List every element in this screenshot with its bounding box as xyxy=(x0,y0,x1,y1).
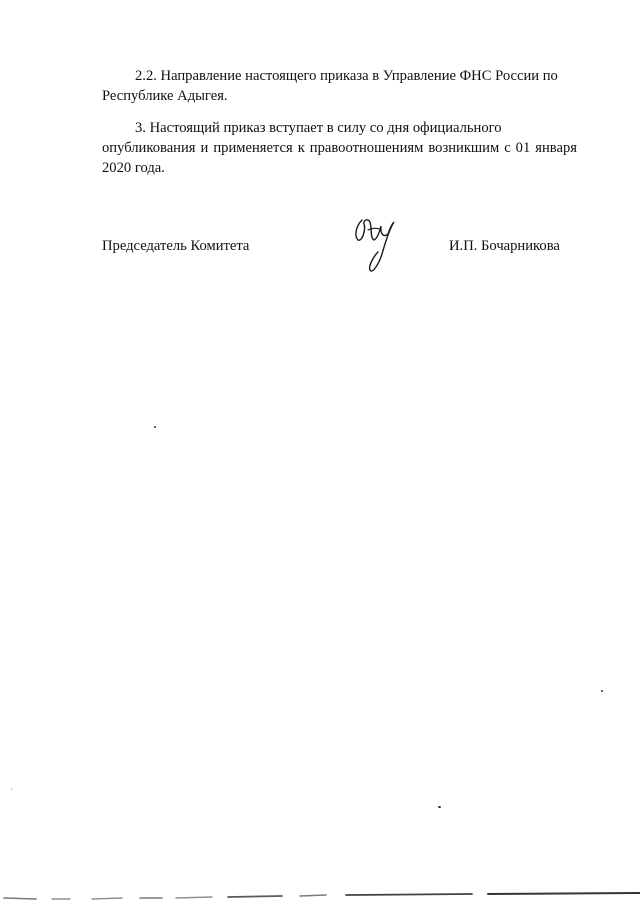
paragraph-line: 3. Настоящий приказ вступает в силу со дня официального xyxy=(135,120,502,136)
scan-speck xyxy=(11,788,12,790)
paragraph-item-2-2 xyxy=(102,66,577,106)
handwritten-signature xyxy=(348,216,398,276)
signatory-title: Председатель Комитета xyxy=(102,238,250,254)
paragraph-line: 2020 года. xyxy=(102,160,165,176)
scan-speck xyxy=(438,806,441,808)
paragraph-item-3 xyxy=(102,118,577,178)
paragraph-line: 2.2. Направление настоящего приказа в Управление ФНС России по xyxy=(135,68,558,84)
scan-edge-artifacts xyxy=(0,880,640,905)
paragraph-line: Республике Адыгея. xyxy=(102,88,228,104)
signatory-name: И.П. Бочарникова xyxy=(449,238,560,254)
signature-block xyxy=(0,236,640,296)
paragraph-line: опубликования и применяется к правоотношениям возникшим с 01 января xyxy=(102,140,577,156)
scan-speck xyxy=(601,690,603,692)
scan-speck xyxy=(154,426,156,428)
